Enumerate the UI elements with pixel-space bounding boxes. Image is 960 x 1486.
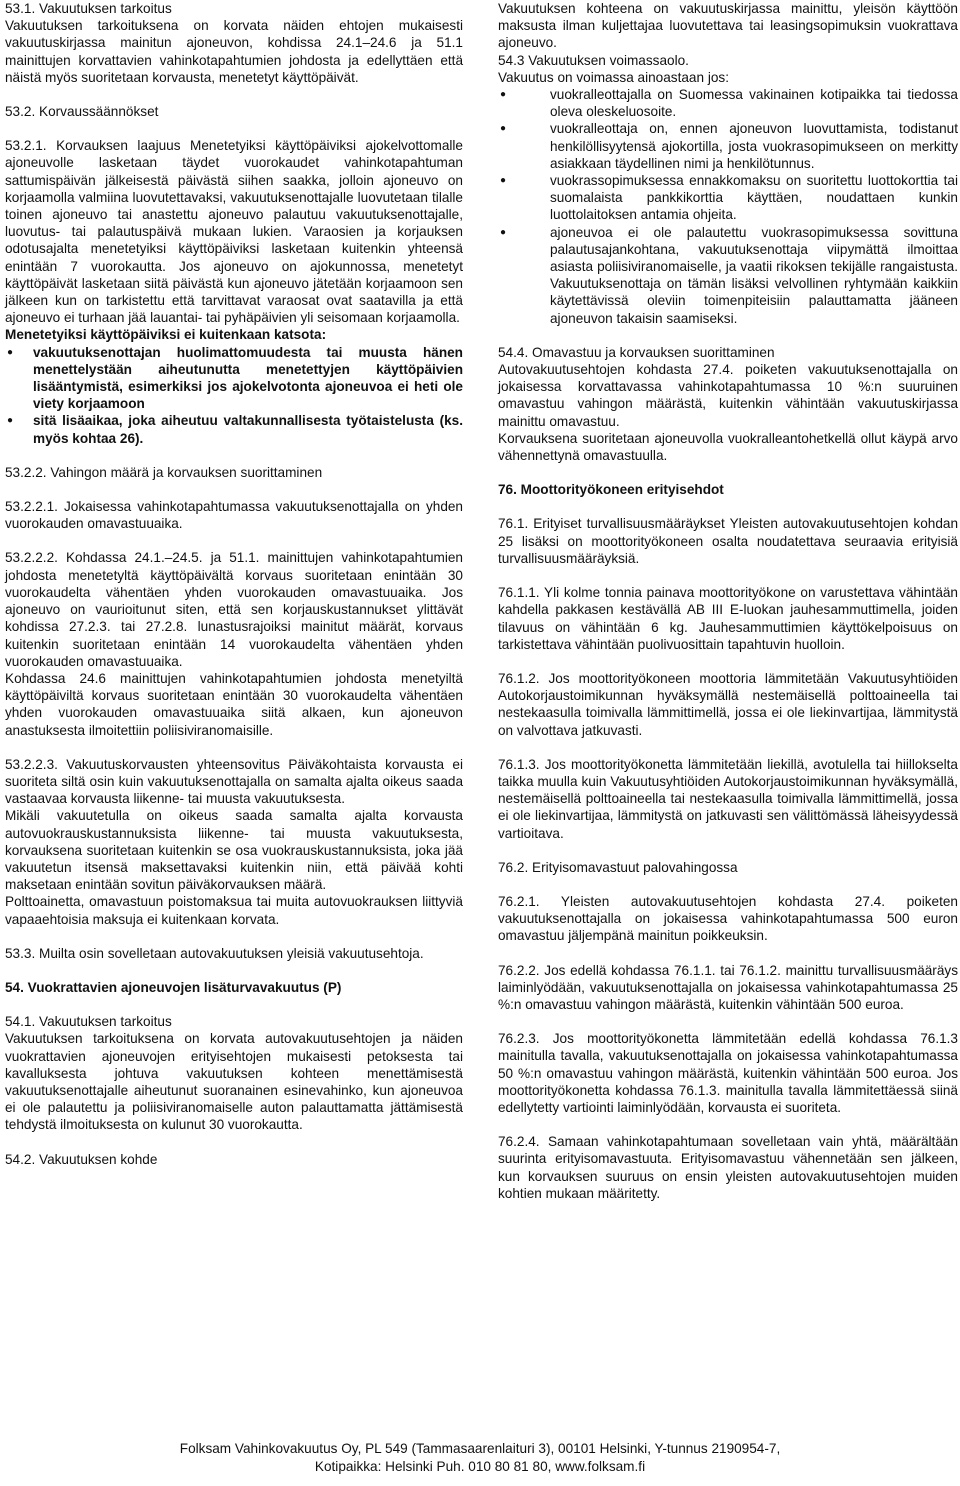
list-item: ● vuokralleottaja on, ennen ajoneuvon luovuttamista, todistanut henkilöllisyytensä ajokortilla, josta vuokrasopimukseen on merkitty asiakkaan täydellinen nimi ja henkilötunnus. bbox=[498, 120, 958, 172]
section-53-2-1-bold: Menetetyiksi käyttöpäiviksi ei kuitenkaan katsota: bbox=[5, 327, 327, 343]
section-54-3-text: Vakuutus on voimassa ainoastaan jos: bbox=[498, 69, 729, 85]
section-53-1-text: Vakuutuksen tarkoituksena on korvata näiden ehtojen mukaisesti vakuutuskirjassa mainitun ajoneuvon, kohdissa 24.1–24.6 ja 51.1 mainittujen korvattavien vahinkotapahtumien johdosta ja edellyttäen että näistä myös suoritetaan korvausta, menetetyt käyttöpäivät. bbox=[5, 18, 463, 85]
section-54-2-text: Vakuutuksen kohteena on vakuutuskirjassa mainittu, yleisön käyttöön maksusta ilman kuljettajaa luovutettava tai leasingsopimuksin vuokrattava ajoneuvo. bbox=[498, 1, 958, 51]
section-54-1-heading: 54.1. Vakuutuksen tarkoitus bbox=[5, 1014, 172, 1030]
section-53-2-2-2-text: 53.2.2.2. Kohdassa 24.1.–24.5. ja 51.1. mainittujen vahinkotapahtumien johdosta menetetyltä käyttöpäivältä korvaus suoritetaan enintään 30 vuorokaudelta vähentäen yhden vuorokauden omavastuuaika. Jos ajoneuvo on vaurioitunut siten, että sen korjauskustannukset ylittävät kohdissa 27.2.3. tai 27.2.8. lunastusrajoiksi mainitut määrät, korvaus kuitenkin suoritetaan enintään 14 vuorokaudelta vähentäen yhden vuorokauden omavastuuaika. bbox=[5, 550, 463, 669]
section-53-3-text: 53.3. Muilta osin sovelletaan autovakuutuksen yleisiä vakuutusehtoja. bbox=[5, 945, 424, 961]
list-item: ● sitä lisäaikaa, joka aiheutuu valtakunnallisesta työtaistelusta (ks. myös kohtaa 26). bbox=[5, 412, 463, 446]
section-76-1-2-text: 76.1.2. Jos moottorityökoneen moottoria lämmitetään Vakuutusyhtiöiden Autokorjaustoimikunnan hyväksymällä nestemäisellä polttoaineella tai nestekaasulla toimivalla lämmittimellä, jossa ei ole liekinvartijaa, lämmitystä on valvottava jatkuvasti. bbox=[498, 670, 958, 738]
section-76-2-2-text: 76.2.2. Jos edellä kohdassa 76.1.1. tai 76.1.2. mainittu turvallisuusmääräys laiminlyödään, vakuutuksenottajalla on jokaisessa vahinkotapahtumassa 25 %:n omavastuu vahingon määrästä, kuitenkin vähintään 500 euroa. bbox=[498, 962, 958, 1012]
list-item: ● ajoneuvoa ei ole palautettu vuokrasopimuksessa sovittuna palautusajankohtana, vakuutuksenottaja viipymättä ilmoittaa asiasta poliisiviranomaiselle, ja vaatii rikoksen tekijälle rangaistusta. Vakuutuksenottaja on tämän lisäksi velvollinen ryhtymään kaikkiin käytettävissä oleviin toimenpiteisiin palauttamatta jääneen ajoneuvon takaisin saamiseksi. bbox=[498, 224, 958, 327]
section-76-2-1-text: 76.2.1. Yleisten autovakuutusehtojen kohdasta 27.4. poiketen vakuutuksenottajalla on jokaisessa vahinkotapahtumassa 500 euron omavastuu jäljempänä mainitun poikkeuksin. bbox=[498, 893, 958, 944]
section-53-2-1-text: 53.2.1. Korvauksen laajuus Menetetyiksi käyttöpäiviksi ajokelvottomalle ajoneuvolle lasketaan täydet vuorokaudet vahinkotapahtuman sattumispäivän jälkeisestä päivästä siihen saakka, jolloin ajoneuvo on korjaamolla valmiina luovutettavaksi, vakuutuksenottajalle luovutetaan tilalle toinen ajoneuvo tai anastettu ajoneuvo palautuu vakuutuksenottajalle, luovutus- tai palautuspäivä mukaan lukien. Varaosien ja korjauksen odotusajalta menetetyiksi käyttöpäiviksi lasketaan kuitenkin yhteensä enintään 7 vuorokautta. Jos ajoneuvo on ajokunnossa, menetetyt käyttöpäivät lasketaan siitä päivästä kun ajoneuvo jätetään korjaamoon sen jälkeen kun on tarkistettu että tarvittavat varaosat ovat saatavilla ja että ajoneuvo ei turhaan jää lauantai- tai pyhäpäivien yli seisomaan korjaamolla. bbox=[5, 138, 463, 326]
section-76-heading: 76. Moottorityökoneen erityisehdot bbox=[498, 482, 724, 498]
section-54-4-text: Autovakuutusehtojen kohdasta 27.4. poiketen vakuutuksenottajalla on jokaisessa korvattavassa vahinkotapahtumassa 10 %:n suuruinen omavastuu vahingon määrästä, kuitenkin vähintään vakuutuskirjassa mainittu omavastuu. bbox=[498, 362, 958, 429]
section-53-2-2-3-text3: Polttoainetta, omavastuun poistomaksua tai muita autovuokrauksen liittyviä vapaaehtoisia maksuja ei kuitenkaan korvata. bbox=[5, 894, 463, 927]
section-53-2-2-2-text2: Kohdassa 24.6 mainittujen vahinkotapahtumien johdosta menetyiltä käyttöpäiviltä korvaus suoritetaan enintään 30 vuorokaudelta vähentäen yhden vuorokauden omavastuuaika siitä alkaen, kun ajoneuvon anastuksesta ilmoitettiin poliisiviranomaisille. bbox=[5, 670, 463, 738]
section-76-2-heading: 76.2. Erityisomavastuut palovahingossa bbox=[498, 859, 738, 875]
section-53-2-2-heading: 53.2.2. Vahingon määrä ja korvauksen suorittaminen bbox=[5, 464, 323, 480]
right-column bbox=[498, 0, 958, 1202]
left-column bbox=[5, 0, 463, 1168]
section-53-2-2-3-text: 53.2.2.3. Vakuutuskorvausten yhteensovitus Päiväkohtaista korvausta ei suoriteta siltä osin kuin vakuutuksenottajalla on samalta ajalta oikeus saada vastaavaa korvausta liikenne- tai muusta vakuutuksesta. bbox=[5, 756, 463, 807]
list-item: ● vuokrassopimuksessa ennakkomaksu on suoritettu luottokorttia tai suomalaista pankkikorttia käyttäen, noudattaen kunkin luottolaitoksen antamia ohjeita. bbox=[498, 172, 958, 224]
footer-line-2: Kotipaikka: Helsinki Puh. 010 80 81 80, www.folksam.fi bbox=[314, 1459, 646, 1474]
section-53-2-1-list bbox=[5, 344, 463, 447]
footer-line-1: Folksam Vahinkovakuutus Oy, PL 549 (Tammasaarenlaituri 3), 00101 Helsinki, Y-tunnus 2190954-7, bbox=[179, 1441, 781, 1456]
section-54-2-heading: 54.2. Vakuutuksen kohde bbox=[5, 1151, 158, 1167]
section-54-heading: 54. Vuokrattavien ajoneuvojen lisäturvavakuutus (P) bbox=[5, 979, 342, 995]
section-54-4-text2: Korvauksena suoritetaan ajoneuvolla vuokralleantohetkellä ollut käypä arvo vähennettynä omavastuulla. bbox=[498, 430, 958, 464]
section-54-1-text: Vakuutuksen tarkoituksena on korvata autovakuutusehtojen ja näiden vuokrattavien ajoneuvojen erityisehtojen mukaisesti petoksesta tai kavalluksesta johtuva vakuutuksen kohteen menettämisestä vakuutuksenottajalle aiheutunut suoranainen esinevahinko, kun ajoneuvoa ei ole palautettu ja poliisiviranomaiselle auton palauttamatta jättämisestä tehdystä ilmoituksesta on kulunut 30 vuorokautta. bbox=[5, 1031, 463, 1133]
section-53-1-heading: 53.1. Vakuutuksen tarkoitus bbox=[5, 1, 172, 16]
section-53-2-heading: 53.2. Korvaussäännökset bbox=[5, 104, 159, 120]
section-76-2-3-text: 76.2.3. Jos moottorityökonetta lämmitetään edellä kohdassa 76.1.3 mainitulla tavalla, vakuutuksenottajalla on jokaisessa vahinkotapahtumassa 50 %:n omavastuu vahingon määrästä, kuitenkin vähintään 500 euroa. Jos moottorityökonetta kohdassa 76.1.3. mainitulla tavalla lämmitettäessä siinä edellytetty vartiointi laiminlyödään, korvausta ei suoriteta. bbox=[498, 1031, 958, 1115]
page-footer bbox=[0, 1440, 960, 1476]
list-item: ● vakuutuksenottajan huolimattomuudesta tai muusta hänen menettelystään aiheutunutta menetettyjen käyttöpäivien lisääntymistä, esimerkiksi jos ajokelvotonta ajoneuvoa ei heti ole viety korjaamoon bbox=[5, 344, 463, 413]
section-53-2-2-3-text2: Mikäli vakuutetulla on oikeus saada samalta ajalta korvausta autovuokrauskustannuksista liikenne- tai muusta vakuutuksesta, korvauksena suoritetaan kuitenkin se osa vuokrauskustannuksista, joka jää vakuutetun itsensä maksettavaksi kuitenkin niin, että päivää kohti maksetaan enintään sovitun päiväkorvauksen määrä. bbox=[5, 808, 463, 893]
section-54-3-heading: 54.3 Vakuutuksen voimassaolo. bbox=[498, 52, 689, 68]
section-76-1-text: 76.1. Erityiset turvallisuusmääräykset Yleisten autovakuutusehtojen kohdan 25 lisäksi on moottorityökoneen osalta noudatettava seuraavia erityisiä turvallisuusmääräyksiä. bbox=[498, 516, 958, 566]
section-76-2-4-text: 76.2.4. Samaan vahinkotapahtumaan sovelletaan vain yhtä, määrältään suurinta erityisomavastuuta. Erityisomavastuu vähennetään sen jälkeen, kun korvauksen suuruus on ensin yleisten autovakuutusehtojen muiden kohtien mukaan määritetty. bbox=[498, 1134, 958, 1201]
section-76-1-3-text: 76.1.3. Jos moottorityökonetta lämmitetään liekillä, avotulella tai hiillokselta taikka muulla kuin Vakuutusyhtiöiden Autokorjaustoimikunnan hyväksymällä, nestemäisellä polttoaineella tai nestekaasulla toimivalla lämmittimellä, jossa ei ole liekinvartijaa, lämmitystä on jatkuvasti sen välittömässä läheisyydessä vartioitava. bbox=[498, 756, 958, 841]
list-item: ● vuokralleottajalla on Suomessa vakinainen kotipaikka tai tiedossa oleva oleskeluosoite. bbox=[498, 86, 958, 120]
section-76-1-1-text: 76.1.1. Yli kolme tonnia painava moottorityökone on varustettava vähintään kahdella pakkasen kestävällä AB III E-luokan jauhesammuttimella, joiden tilavuus on vähintään 6 kg. Jauhesammuttimien käyttökelpoisuus on tarkistettava vähintään puolivuosittain tapahtuvin huolloin. bbox=[498, 585, 958, 652]
section-54-4-heading: 54.4. Omavastuu ja korvauksen suorittaminen bbox=[498, 344, 775, 360]
section-54-3-list bbox=[498, 86, 958, 327]
section-53-2-2-1-text: 53.2.2.1. Jokaisessa vahinkotapahtumassa vakuutuksenottajalla on yhden vuorokauden omavastuuaika. bbox=[5, 499, 463, 532]
